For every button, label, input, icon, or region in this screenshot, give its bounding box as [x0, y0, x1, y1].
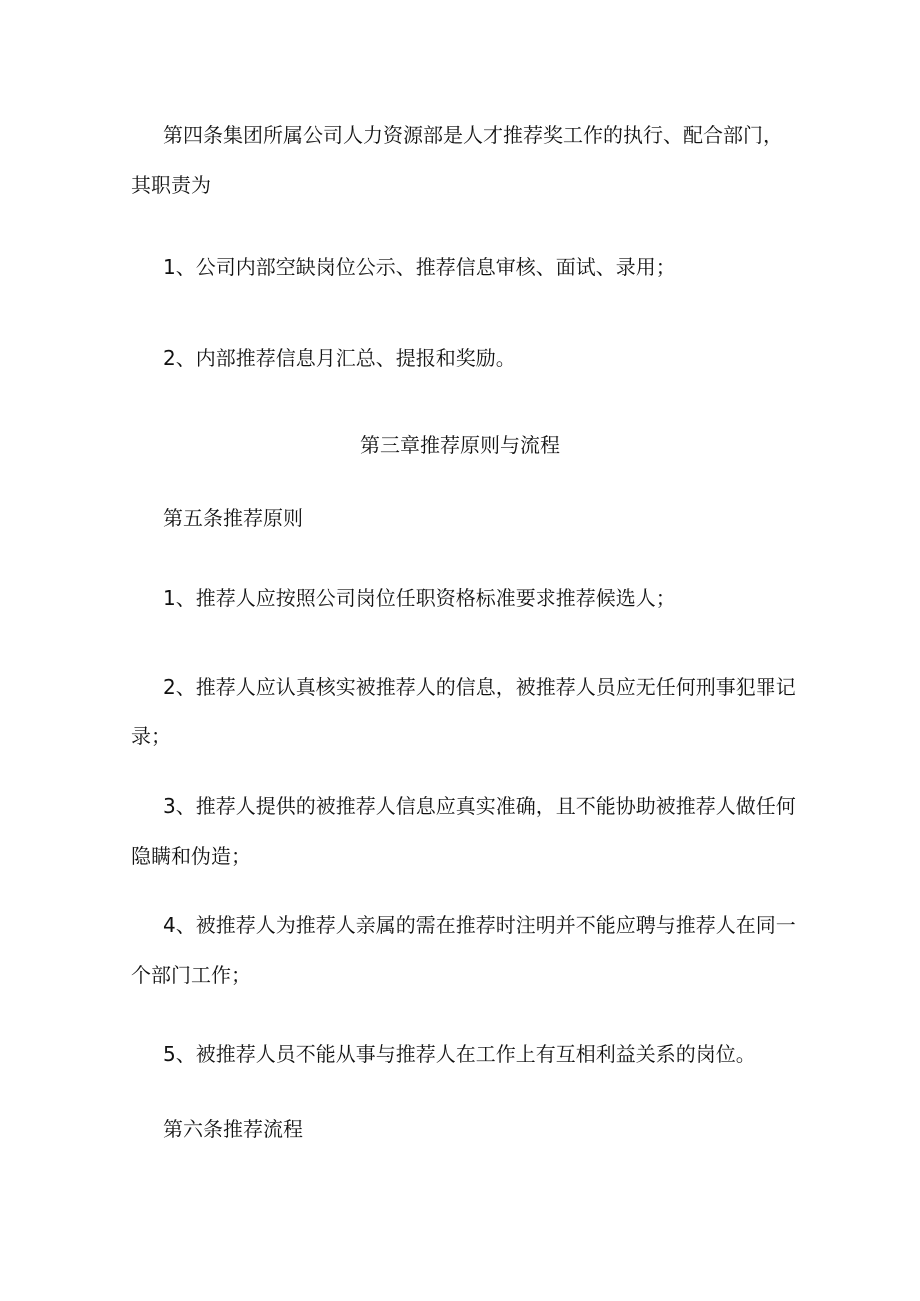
article4-line1: 第四条集团所属公司人力资源部是人才推荐奖工作的执行、配合部门， [163, 123, 783, 147]
article4-item-1: 1、公司内部空缺岗位公示、推荐信息审核、面试、录用； [163, 255, 676, 279]
principle-4-line2: 个部门工作； [131, 963, 251, 987]
principle-5: 5、被推荐人员不能从事与推荐人在工作上有互相利益关系的岗位。 [163, 1042, 756, 1066]
article5-title: 第五条推荐原则 [163, 506, 303, 530]
principle-3-line2: 隐瞒和伪造； [131, 844, 251, 868]
article4-item-2: 2、内部推荐信息月汇总、提报和奖励。 [163, 346, 516, 370]
principle-4-line1: 4、被推荐人为推荐人亲属的需在推荐时注明并不能应聘与推荐人在同一 [163, 913, 796, 937]
article6-title: 第六条推荐流程 [163, 1117, 303, 1141]
principle-2-line2: 录； [131, 724, 171, 748]
article4-line2: 其职责为 [131, 173, 211, 197]
chapter3-title: 第三章推荐原则与流程 [360, 433, 560, 457]
principle-3-line1: 3、推荐人提供的被推荐人信息应真实准确，且不能协助被推荐人做任何 [163, 794, 796, 818]
principle-1: 1、推荐人应按照公司岗位任职资格标准要求推荐候选人； [163, 586, 676, 610]
principle-2-line1: 2、推荐人应认真核实被推荐人的信息，被推荐人员应无任何刑事犯罪记 [163, 675, 796, 699]
